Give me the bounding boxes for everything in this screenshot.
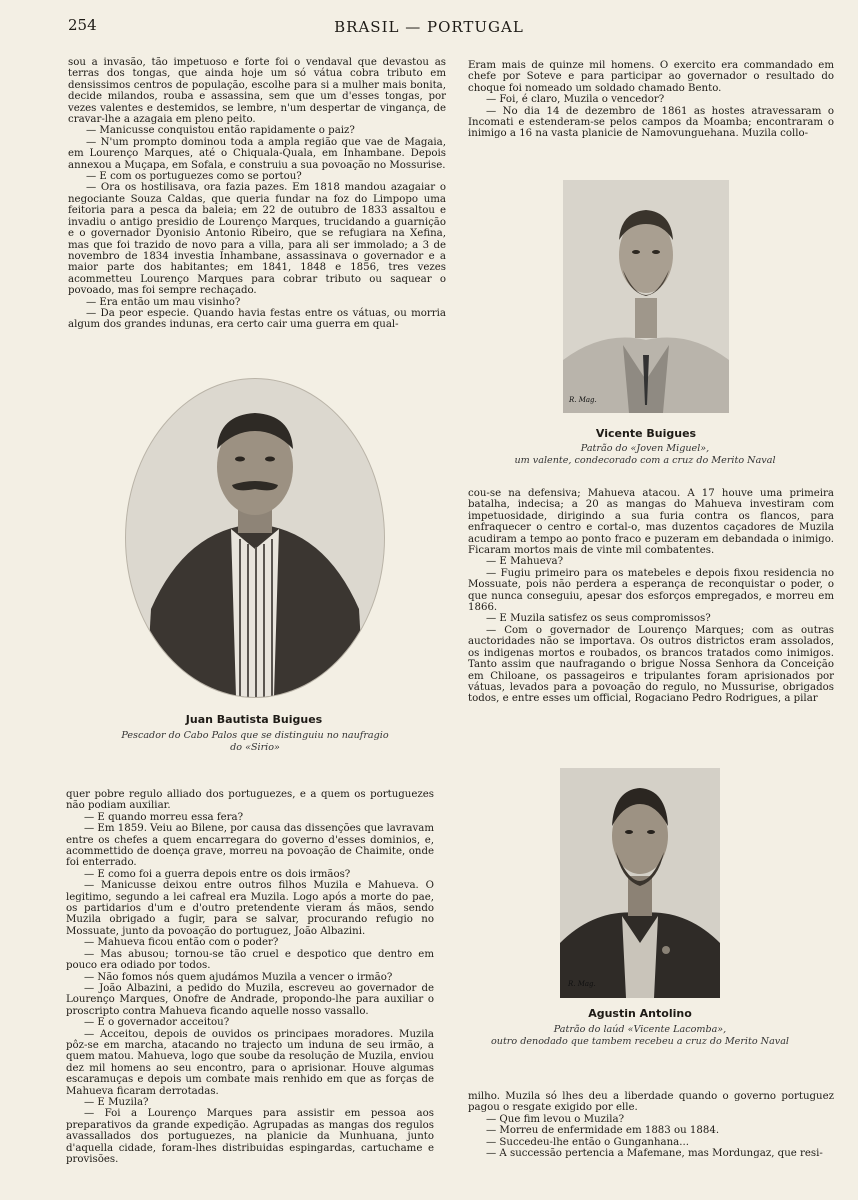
paragraph: — Manicusse conquistou então rapidamente o paiz? [86,125,355,137]
paragraph: — E Mahueva? [486,556,564,568]
caption-sub-agustin-1: Patrão do laúd «Vicente Lacomba», [553,1024,727,1035]
photo-signature: R. Mag. [568,980,596,988]
caption-name-agustin: Agustin Antolino [588,1007,692,1020]
paragraph: — E quando morreu essa fera? [84,811,244,823]
paragraph: — Succedeu-lhe então o Gunganhana... [486,1136,689,1148]
text-column-right-bottom [468,1091,834,1159]
caption-sub-agustin-2: outro denodado que tambem recebeu a cruz do Merito Naval [490,1036,789,1047]
paragraph: — A successão pertencia a Mafemane, mas Mordungaz, que resi- [486,1148,823,1160]
paragraph: — Era então um mau visinho? [86,296,241,308]
portrait-photo-agustin [560,768,720,998]
paragraph: — Morreu de enfermidade em 1883 ou 1884. [486,1125,720,1137]
paragraph: — Em 1859. Veiu ao Bilene, por causa das dissenções que lavravam entre os chefes a quem encarregara do governo d'esses dominios, e, acommettido de doença grave, morreu na povoação de Chaimite, onde foi enterrado. [66,823,434,869]
caption-sub-juan-1: Pescador do Cabo Palos que se distinguiu no naufragio [121,730,389,741]
paragraph: — E com os portuguezes como se portou? [86,171,302,183]
paragraph: — Da peor especie. Quando havia festas entre os vátuas, ou morria algum dos grandes indunas, era certo cair uma guerra em qual- [68,307,446,331]
portrait-photo-juan [125,378,385,698]
photo-signature: R. Mag. [569,396,597,404]
paragraph: — E o governador acceitou? [84,1017,230,1029]
paragraph: milho. Muzila só lhes deu a liberdade quando o governo portuguez pagou o resgate exigido por elle. [468,1091,834,1114]
paragraph: — Não fomos nós quem ajudámos Muzila a vencer o irmão? [84,971,393,983]
paragraph: — Mas abusou; tornou-se tão cruel e despotico que dentro em pouco era odiado por todos. [66,948,434,972]
running-title: BRASIL — PORTUGAL [334,18,524,36]
caption-name-vicente: Vicente Buigues [595,427,697,440]
caption-sub-vicente-1: Patrão do «Joven Miguel», [580,443,710,454]
paragraph: — E Muzila satisfez os seus compromissos? [486,613,711,625]
paragraph: — Ora os hostilisava, ora fazia pazes. Em 1818 mandou azagaiar o negociante Souza Caldas, que queria fundar na foz do Limpopo uma feitoria para a pesca da baleia; em 22 de outubro de 1833 assaltou e invadiu o antigo presidio de Lourenço Marques, trucidando a guarnição e o governador Dyonisio Antonio Ribeiro, que se refugiara na Xefina, mas que foi trazido de novo para a villa, para ali ser immolado; a 3 de novembro de 1834 investia Inhambane, assassinava o governador e a maior parte dos habitantes; em 1841, 1848 e 1856, tres vezes acommetteu Lourenço Marques para cobrar tributo ou saquear o povoado, mas foi sempre rechaçado. [68,182,446,297]
paragraph: — Foi, é claro, Muzila o vencedor? [486,94,665,106]
caption-name-juan: Juan Bautista Buigues [185,713,323,726]
page-number: 254 [68,16,97,34]
paragraph: — E como foi a guerra depois entre os dois irmãos? [84,868,351,880]
portrait-photo-vicente [563,180,729,413]
caption-sub-vicente-2: um valente, condecorado com a cruz do Merito Naval [514,455,776,466]
paragraph: — Manicusse deixou entre outros filhos Muzila e Mahueva. O legitimo, segundo a lei cafreal era Muzila. Logo após a morte do pae, os partidarios d'um e d'outro pretendente vieram ás mãos, sendo Muzila obrigado a fugir, para se salvar, procurando refugio no Mossuate, junto da povoação do portuguez, João Albazini. [66,880,434,937]
paragraph: — Com o governador de Lourenço Marques; com as outras auctoridades não se importava. Os outros districtos eram assolados, os indigenas mortos e roubados, os brancos tratados como inimigos. Tanto assim que naufragando o brigue Nossa Senhora da Conceição em Chiloane, os passageiros e tripulantes foram aprisionados por vátuas, levados para a povoação do regulo, no Mussurise, obrigados todos, e entre esses um official, Rogaciano Pedro Rodrigues, a pilar [468,624,834,705]
paragraph: — Mahueva ficou então com o poder? [84,937,279,949]
paragraph: quer pobre regulo alliado dos portuguezes, e a quem os portuguezes não podiam auxiliar. [66,789,434,812]
paragraph: Eram mais de quinze mil homens. O exercito era commandado em chefe por Soteve e para participar ao governador o resultado do choque foi nomeado um soldado chamado Bento. [468,60,834,94]
paragraph: — Fugiu primeiro para os matebeles e depois fixou residencia no Mossuate, pois não perdera a esperança de reconquistar o poder, o que nunca conseguiu, apesar dos esforços empregados, e morreu em 1866. [468,567,834,614]
paragraph: cou-se na defensiva; Mahueva atacou. A 17 houve uma primeira batalha, indecisa; a 20 as mangas do Mahueva investiram com impetuosidade, dirigindo a sua furia contra os flancos, para enfraquecer o centro e cortal-o, mas duzentos caçadores de Muzila acudiram a tempo ao ponto fraco e puzeram em debandada o inimigo. Ficaram mortos mais de vinte mil combatentes. [468,488,834,557]
paragraph: — N'um prompto dominou toda a ampla região que vae de Magaia, em Lourenço Marques, até o Chiquala-Quala, em Inhambane. Depois annexou a Muçapa, em Sofala, e construiu a sua povoação no Mossurise. [68,136,446,171]
text-column-left-bottom [66,789,434,1165]
paragraph: — No dia 14 de dezembro de 1861 as hostes atravessaram o Incomati e estenderam-se pelos campos da Moamba; encontraram o inimigo a 16 na vasta planicie de Namovunguehana. Muzila collo- [468,105,834,140]
text-column-right-top [468,60,834,140]
paragraph: — E Muzila? [84,1096,149,1108]
caption-sub-juan-2: do «Sirio» [230,742,280,753]
paragraph: sou a invasão, tão impetuoso e forte foi o vendaval que devastou as terras dos tongas, que ainda hoje um só vátua cobra tributo em densissimos centros de população, escolhe para si a mulher mais bonita, decide milandos, rouba e assassina, sem que um d'esses tongas, por vezes valentes e destemidos, se lembre, n'um despertar de vingança, de cravar-lhe a azagaia em pleno peito. [68,57,446,126]
paragraph: — João Albazini, a pedido do Muzila, escreveu ao governador de Lourenço Marques, Onofre de Andrade, propondo-lhe para auxiliar o proscripto contra Mahueva ficando aquelle nosso vassallo. [66,982,434,1017]
paragraph: — Foi a Lourenço Marques para assistir em pessoa aos preparativos da grande expedição. Agrupadas as mangas dos regulos avassallados dos portuguezes, na planicie da Munhuana, junto d'aquella cidade, foram-lhes distribuidas espingardas, cartuchame e provisões. [66,1108,434,1165]
text-column-right-middle [468,488,834,705]
paragraph: — Acceitou, depois de ouvidos os principaes moradores. Muzila pôz-se em marcha, atacando no trajecto um induna de seu irmão, a quem matou. Mahueva, logo que soube da resolução de Muzila, enviou dez mil homens ao seu encontro, para o aprisionar. Houve algumas escaramuças e depois um combate mais renhido em que as forças de Mahueva ficaram derrotadas. [66,1028,434,1097]
text-column-left-top [68,57,446,331]
paragraph: — Que fim levou o Muzila? [486,1113,625,1125]
